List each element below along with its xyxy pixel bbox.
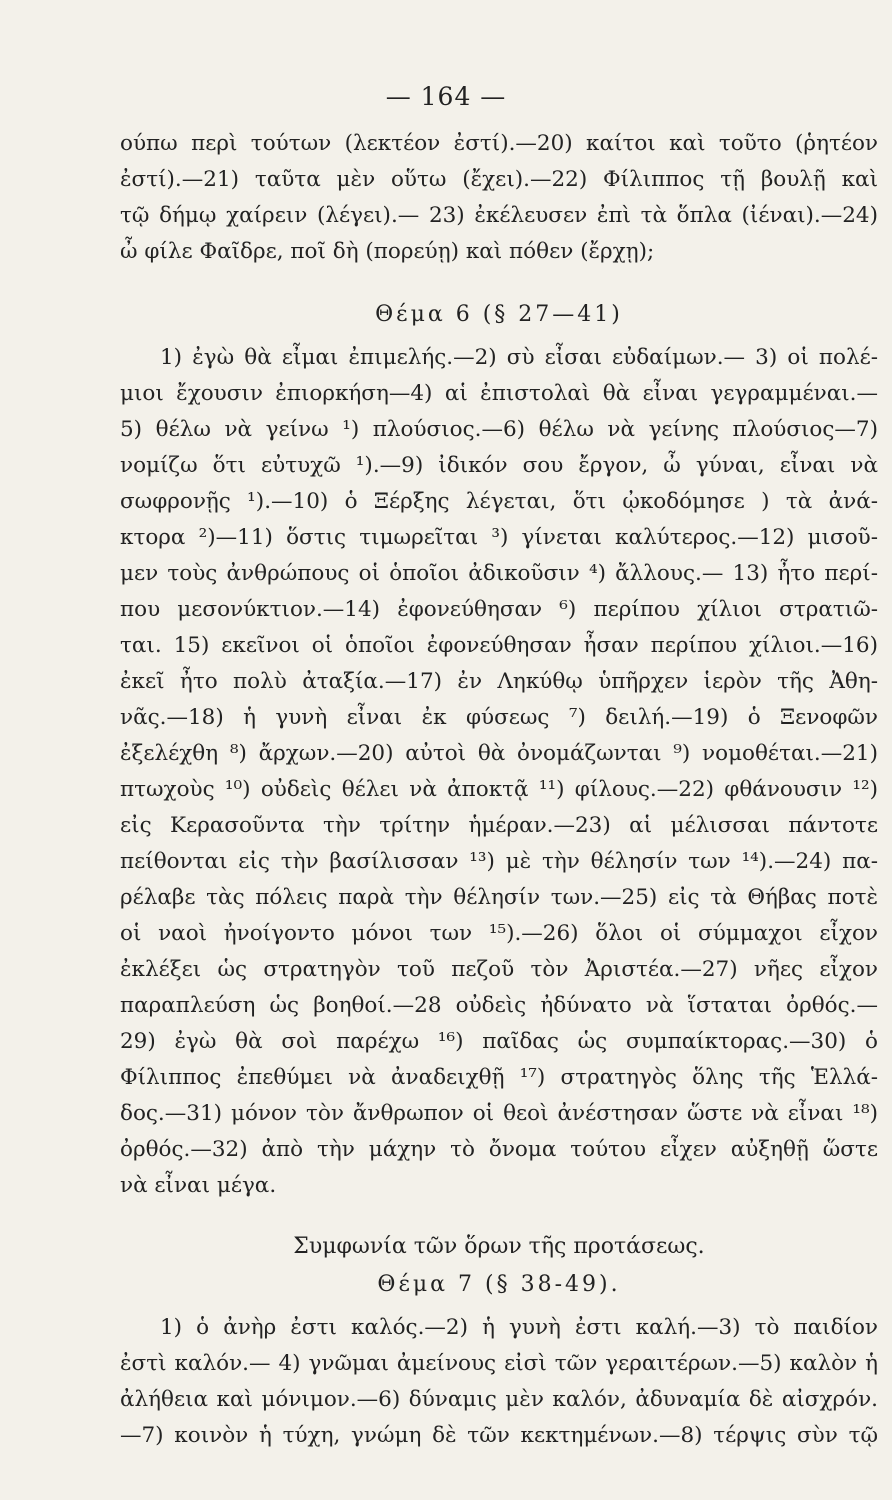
text-line: 29) ἐγὼ θὰ σοὶ παρέχω ¹⁶) παῖδας ὡς συμπαίκτορας.—30) ὁ	[120, 1029, 878, 1054]
text-line: σωφρονῇς ¹).—10) ὁ Ξέρξης λέγεται, ὅτι ᾠκοδόμησε ) τὰ ἀνά-	[120, 489, 878, 514]
text-line: δος.—31) μόνον τὸν ἄνθρωπον οἱ θεοὶ ἀνέστησαν ὥστε νὰ εἶναι ¹⁸)	[120, 1101, 878, 1126]
section-heading: Θέμα 6 (§ 27—41)	[375, 302, 623, 327]
text-line: ἀλήθεια καὶ μόνιμον.—6) δύναμις μὲν καλόν, ἀδυναμία δὲ αἰσχρόν.	[120, 1387, 878, 1412]
text-line: μιοι ἔχουσιν ἐπιορκήση—4) αἱ ἐπιστολαὶ θὰ εἶναι γεγραμμέναι.—	[120, 381, 878, 406]
text-line: νᾶς.—18) ἡ γυνὴ εἶναι ἐκ φύσεως ⁷) δειλή.—19) ὁ Ξενοφῶν	[120, 705, 878, 730]
text-block-2	[120, 340, 878, 1204]
text-line: ὀρθός.—32) ἀπὸ τὴν μάχην τὸ ὄνομα τούτου εἶχεν αὐξηθῇ ὥστε	[120, 1137, 878, 1162]
text-line: που μεσονύκτιον.—14) ἐφονεύθησαν ⁶) περίπου χίλιοι στρατιῶ-	[120, 597, 878, 622]
text-line: ἐστὶ καλόν.— 4) γνῶμαι ἀμείνους εἰσὶ τῶν γεραιτέρων.—5) καλὸν ἡ	[120, 1351, 878, 1376]
text-line: 5) θέλω νὰ γείνω ¹) πλούσιος.—6) θέλω νὰ γείνης πλούσιος—7)	[120, 417, 878, 442]
text-line: πείθονται εἰς τὴν βασίλισσαν ¹³) μὲ τὴν θέλησίν των ¹⁴).—24) πα-	[120, 849, 878, 874]
text-line: μεν τοὺς ἀνθρώπους οἱ ὁποῖοι ἀδικοῦσιν ⁴) ἄλλους.— 13) ἦτο περί-	[120, 561, 878, 586]
section-heading-agreement-wrap	[120, 1228, 878, 1304]
text-line: ἐξελέχθη ⁸) ἄρχων.—20) αὐτοὶ θὰ ὀνομάζωνται ⁹) νομοθέται.—21)	[120, 741, 878, 766]
text-line: 1) ἐγὼ θὰ εἶμαι ἐπιμελής.—2) σὺ εἶσαι εὐδαίμων.— 3) οἱ πολέ-	[160, 345, 878, 370]
text-line: ται. 15) εκεῖνοι οἱ ὁποῖοι ἐφονεύθησαν ἦσαν περίπου χίλιοι.—16)	[120, 633, 878, 658]
text-line: ούπω περὶ τούτων (λεκτέον ἐστί).—20) καίτοι καὶ τοῦτο (ῥητέον	[120, 131, 878, 156]
text-line: νομίζω ὅτι εὐτυχῶ ¹).—9) ἰδικόν σου ἔργον, ὦ γύναι, εἶναι νὰ	[120, 453, 878, 478]
text-line: ρέλαβε τὰς πόλεις παρὰ τὴν θέλησίν των.—25) εἰς τὰ Θήβας ποτὲ	[120, 885, 878, 910]
text-line: ἐκεῖ ἦτο πολὺ ἀταξία.—17) ἐν Ληκύθῳ ὑπῆρχεν ἱερὸν τῆς Ἀθη-	[120, 669, 878, 694]
section-heading: Θέμα 7 (§ 38-49).	[377, 1272, 621, 1297]
text-line: κτορα ²)—11) ὅστις τιμωρεῖται ³) γίνεται καλύτερος.—12) μισοῦ-	[120, 525, 878, 550]
section-heading: Συμφωνία τῶν ὅρων τῆς προτάσεως.	[293, 1234, 705, 1259]
text-block-3	[120, 1310, 878, 1454]
text-line: ἐστί).—21) ταῦτα μὲν οὕτω (ἔχει).—22) Φίλιππος τῇ βουλῇ καὶ	[120, 167, 878, 192]
text-line: εἰς Κερασοῦντα τὴν τρίτην ἡμέραν.—23) αἱ μέλισσαι πάντοτε	[120, 813, 878, 838]
text-line: Φίλιππος ἐπεθύμει νὰ ἀναδειχθῇ ¹⁷) στρατηγὸς ὅλης τῆς Ἑλλά-	[120, 1065, 878, 1090]
text-line: οἱ ναοὶ ἠνοίγοντο μόνοι των ¹⁵).—26) ὅλοι οἱ σύμμαχοι εἶχον	[120, 921, 878, 946]
text-line: παραπλεύση ὡς βοηθοί.—28 οὐδεὶς ἠδύνατο νὰ ἵσταται ὀρθός.—	[120, 993, 878, 1018]
text-line: νὰ εἶναι μέγα.	[120, 1173, 277, 1198]
text-line: —7) κοινὸν ἡ τύχη, γνώμη δὲ τῶν κεκτημένων.—8) τέρψις σὺν τῷ	[120, 1423, 878, 1448]
text-block-1	[120, 126, 878, 270]
page-number: — 164 —	[385, 82, 507, 111]
text-line: ὦ φίλε Φαῖδρε, ποῖ δὴ (πορεύῃ) καὶ πόθεν (ἔρχῃ);	[120, 239, 655, 264]
section-heading-6-wrap	[120, 296, 878, 334]
text-line: πτωχοὺς ¹⁰) οὐδεὶς θέλει νὰ ἀποκτᾷ ¹¹) φίλους.—22) φθάνουσιν ¹²)	[120, 777, 878, 802]
text-line: ἐκλέξει ὡς στρατηγὸν τοῦ πεζοῦ τὸν Ἀριστέα.—27) νῆες εἶχον	[120, 957, 878, 982]
text-line: 1) ὁ ἀνὴρ ἐστι καλός.—2) ἡ γυνὴ ἐστι καλή.—3) τὸ παιδίον	[160, 1315, 878, 1340]
text-line: τῷ δήμῳ χαίρειν (λέγει).— 23) ἐκέλευσεν ἐπὶ τὰ ὅπλα (ἰέναι).—24)	[120, 203, 878, 228]
